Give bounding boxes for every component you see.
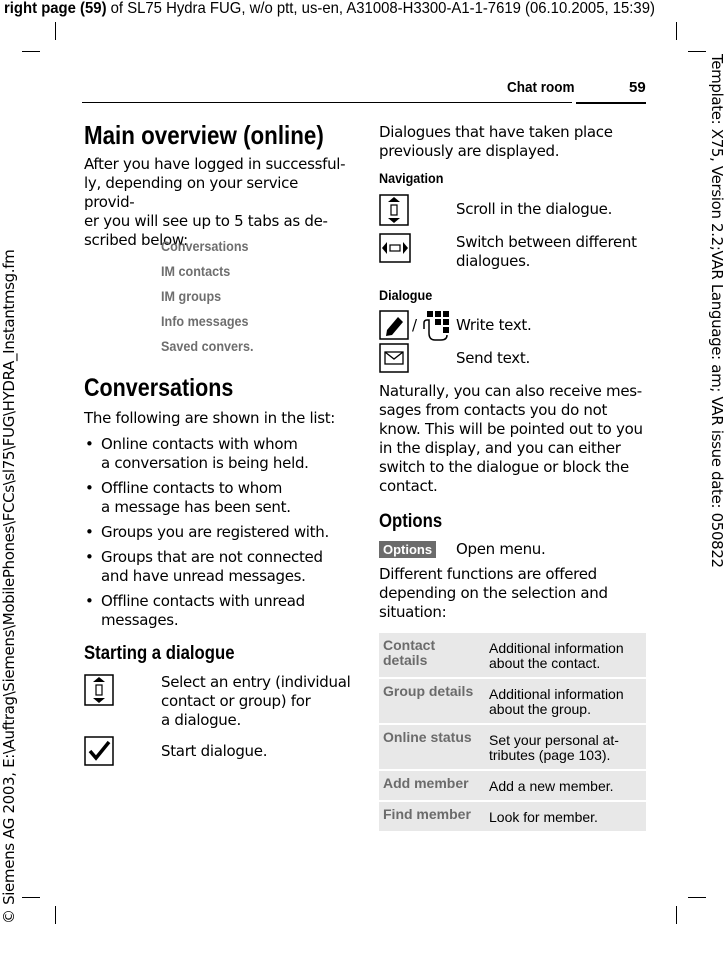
conversations-intro: The following are shown in the list: <box>84 409 336 427</box>
dialogue-label: Dialogue <box>379 287 433 303</box>
side-text-left: © Siemens AG 2003, E:\Auftrag\Siemens\MobilePhones\FCCs\sl75\FUG\HYDRA_Instantmsg.fm <box>0 249 18 924</box>
crop-mark <box>688 51 706 52</box>
bullet-mark: • <box>85 523 94 541</box>
option-name: Add member <box>379 771 485 800</box>
list-item: • Offline contacts with unread messages. <box>85 592 305 629</box>
crop-mark <box>22 51 40 52</box>
print-header <box>4 0 655 18</box>
crop-mark <box>676 906 677 924</box>
option-name: Find member <box>379 802 485 831</box>
start-dialogue-text: Start dialogue. <box>161 742 268 760</box>
header-rule-thick <box>576 102 646 104</box>
option-name: Online status <box>379 725 485 769</box>
tab-info-messages: Info messages <box>161 313 249 329</box>
navigation-left-right-icon <box>379 233 411 267</box>
navigation-up-down-icon <box>84 674 114 710</box>
table-row <box>379 679 646 723</box>
tab-im-contacts: IM contacts <box>161 263 231 279</box>
crop-mark <box>55 906 56 924</box>
write-text: Write text. <box>456 316 532 334</box>
table-row <box>379 802 646 831</box>
tab-im-groups: IM groups <box>161 288 222 304</box>
table-row <box>379 633 646 677</box>
envelope-icon <box>379 343 409 377</box>
options-title: Options <box>379 511 443 532</box>
pencil-key-icon <box>379 310 409 344</box>
crop-mark <box>55 22 56 40</box>
header-rule <box>82 102 572 103</box>
running-header-section: Chat room <box>507 79 575 96</box>
functions-intro: Different functions are offered depending on the selection and situation: <box>379 565 608 621</box>
option-name: Contact details <box>379 633 485 677</box>
table-row <box>379 771 646 800</box>
table-row <box>379 725 646 769</box>
option-description: Add a new member. <box>485 771 646 800</box>
running-header-page: 59 <box>629 79 646 96</box>
navigation-label: Navigation <box>379 170 444 186</box>
starting-dialogue-title: Starting a dialogue <box>84 643 235 664</box>
scroll-dialogue-text: Scroll in the dialogue. <box>456 200 613 218</box>
print-header-page: right page (59) <box>4 0 107 17</box>
option-description: Additional information about the group. <box>485 679 646 723</box>
open-menu-text: Open menu. <box>456 540 546 558</box>
intro-paragraph: After you have logged in successful- ly, depending on your service provid- er you will see up to 5 tabs as de- scribed below: <box>84 155 346 249</box>
switch-dialogues-text: Switch between different dialogues. <box>456 233 637 270</box>
dialogues-intro: Dialogues that have taken place previously are displayed. <box>379 123 613 160</box>
list-item: • Groups you are registered with. <box>85 523 329 541</box>
slash-separator: / <box>412 316 417 334</box>
side-text-right: Template: X75, Version 2.2;VAR Language: am; VAR issue date: 050822 <box>708 54 726 568</box>
crop-mark <box>676 22 677 40</box>
list-item: • Online contacts with whom a conversation is being held. <box>85 435 309 472</box>
bullet-mark: • <box>85 479 94 497</box>
bullet-mark: • <box>85 592 94 610</box>
options-softkey: Options <box>379 539 436 558</box>
tab-conversations: Conversations <box>161 238 249 254</box>
option-description: Look for member. <box>485 802 646 831</box>
option-description: Set your personal at- tributes (page 103). <box>485 725 646 769</box>
print-header-info: of SL75 Hydra FUG, w/o ptt, us-en, A31008-H3300-A1-1-7619 (06.10.2005, 15:39) <box>106 0 655 17</box>
select-entry-text: Select an entry (individual contact or group) for a dialogue. <box>161 673 351 729</box>
keypad-icon <box>421 309 455 347</box>
option-name: Group details <box>379 679 485 723</box>
option-description: Additional information about the contact. <box>485 633 646 677</box>
crop-mark <box>22 897 40 898</box>
list-item: • Offline contacts to whom a message has been sent. <box>85 479 291 516</box>
navigation-up-down-icon <box>379 194 409 230</box>
tab-saved-conversations: Saved convers. <box>161 338 254 354</box>
checkmark-icon <box>84 736 114 770</box>
options-table <box>379 631 646 833</box>
send-text: Send text. <box>456 349 530 367</box>
bullet-mark: • <box>85 548 94 566</box>
list-item: • Groups that are not connected and have unread messages. <box>85 548 323 585</box>
crop-mark <box>688 897 706 898</box>
main-overview-title: Main overview (online) <box>84 120 324 150</box>
bullet-mark: • <box>85 435 94 453</box>
naturally-paragraph: Naturally, you can also receive mes- sages from contacts you do not know. This will be pointed out to you in the display, and you can either switch to the dialogue or block the contact. <box>379 382 643 495</box>
conversations-title: Conversations <box>84 374 234 402</box>
